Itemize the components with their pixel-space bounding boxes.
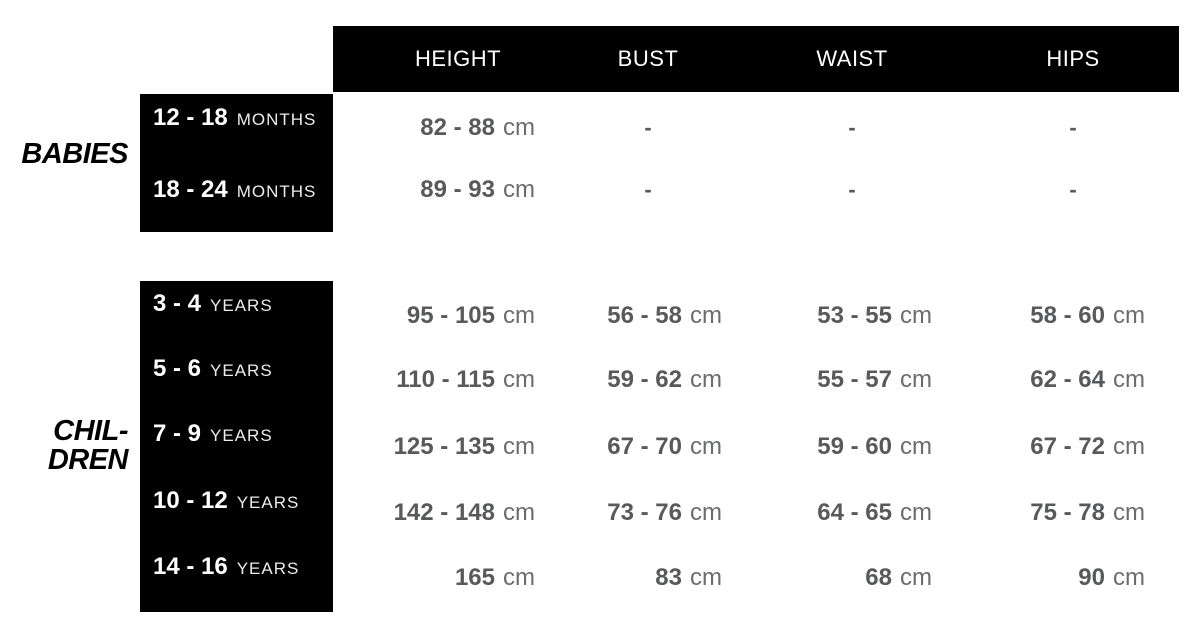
age-label-row [153,176,316,204]
measurement-cell [607,499,722,527]
measurement-cell [396,366,535,394]
age-unit: YEARS [236,559,300,578]
section-label-line: BABIES [21,138,128,170]
measurement-unit: cm [503,114,535,141]
age-unit: MONTHS [236,182,317,201]
age-range: 5 - 6 [153,355,202,382]
measurement-cell [607,433,722,461]
measurement-value: 55 - 57 [817,366,892,393]
measurement-unit: cm [503,366,535,393]
measurement-value: 82 - 88 [420,114,495,141]
measurement-value: 75 - 78 [1030,499,1105,526]
measurement-cell [394,499,535,527]
column-header-height: HEIGHT [414,46,502,71]
measurement-cell [1030,366,1145,394]
age-range: 12 - 18 [153,104,228,131]
measurement-value: 67 - 72 [1030,433,1105,460]
empty-cell-dash: - [1069,115,1077,140]
measurement-value: 59 - 60 [817,433,892,460]
measurement-unit: cm [1113,433,1145,460]
age-unit: YEARS [210,361,273,380]
empty-cell-dash: - [848,115,856,140]
measurement-value: 59 - 62 [607,366,682,393]
age-unit: MONTHS [236,110,317,129]
measurement-cell [420,176,535,204]
measurement-cell [607,302,722,330]
measurement-cell [817,499,932,527]
age-range: 3 - 4 [153,290,202,317]
measurement-unit: cm [503,564,535,591]
age-label-row [153,355,273,383]
age-unit: YEARS [210,296,273,315]
measurement-cell [607,366,722,394]
section-label-line: CHIL- [53,415,128,447]
measurement-value: 68 [865,564,892,591]
measurement-cell [1078,564,1145,592]
measurement-unit: cm [1113,366,1145,393]
age-range: 14 - 16 [153,553,228,580]
measurement-unit: cm [1113,499,1145,526]
empty-cell-dash: - [1069,177,1077,202]
measurement-cell [455,564,535,592]
column-header-waist: WAIST [816,46,888,71]
measurement-cell [407,302,535,330]
measurement-value: 125 - 135 [393,433,495,460]
measurement-unit: cm [503,433,535,460]
measurement-value: 142 - 148 [393,499,495,526]
measurement-cell [655,564,722,592]
column-header-hips: HIPS [1046,46,1100,71]
measurement-value: 53 - 55 [817,302,892,329]
measurement-value: 83 [655,564,682,591]
measurement-value: 73 - 76 [607,499,682,526]
measurement-value: 95 - 105 [406,302,495,329]
measurement-unit: cm [690,564,722,591]
measurement-cell [817,433,932,461]
age-range: 10 - 12 [153,487,228,514]
age-range: 18 - 24 [153,176,228,203]
measurement-unit: cm [1113,302,1145,329]
measurement-value: 89 - 93 [420,176,495,203]
measurement-unit: cm [503,176,535,203]
age-unit: YEARS [236,493,300,512]
measurement-unit: cm [690,499,722,526]
measurement-value: 58 - 60 [1030,302,1105,329]
age-label-row [153,104,316,132]
measurement-unit: cm [900,302,932,329]
empty-cell-dash: - [848,177,856,202]
measurement-unit: cm [690,433,722,460]
section-label-line: DREN [47,444,128,476]
empty-cell-dash: - [644,177,652,202]
measurement-unit: cm [900,433,932,460]
age-unit: YEARS [210,426,273,445]
measurement-unit: cm [900,366,932,393]
measurement-cell [1030,302,1145,330]
measurement-cell [817,366,932,394]
measurement-unit: cm [1113,564,1145,591]
measurement-value: 110 - 115 [396,366,495,393]
measurement-cell [420,114,535,142]
measurement-value: 62 - 64 [1030,366,1105,393]
measurement-cell [817,302,932,330]
age-label-row [153,487,299,515]
measurement-unit: cm [690,366,722,393]
measurement-value: 67 - 70 [607,433,682,460]
age-range: 7 - 9 [153,420,202,447]
empty-cell-dash: - [644,115,652,140]
column-header-bust: BUST [617,46,679,71]
measurement-value: 56 - 58 [607,302,682,329]
measurement-cell [865,564,932,592]
measurement-unit: cm [900,499,932,526]
measurement-value: 64 - 65 [817,499,892,526]
measurement-cell [1030,499,1145,527]
measurement-value: 165 [454,564,495,591]
measurement-unit: cm [503,302,535,329]
age-label-row [153,290,273,318]
measurement-cell [394,433,535,461]
measurement-value: 90 [1078,564,1105,591]
measurement-unit: cm [900,564,932,591]
measurement-unit: cm [503,499,535,526]
age-label-row [153,420,273,448]
measurement-cell [1030,433,1145,461]
measurement-unit: cm [690,302,722,329]
age-label-row [153,553,299,581]
